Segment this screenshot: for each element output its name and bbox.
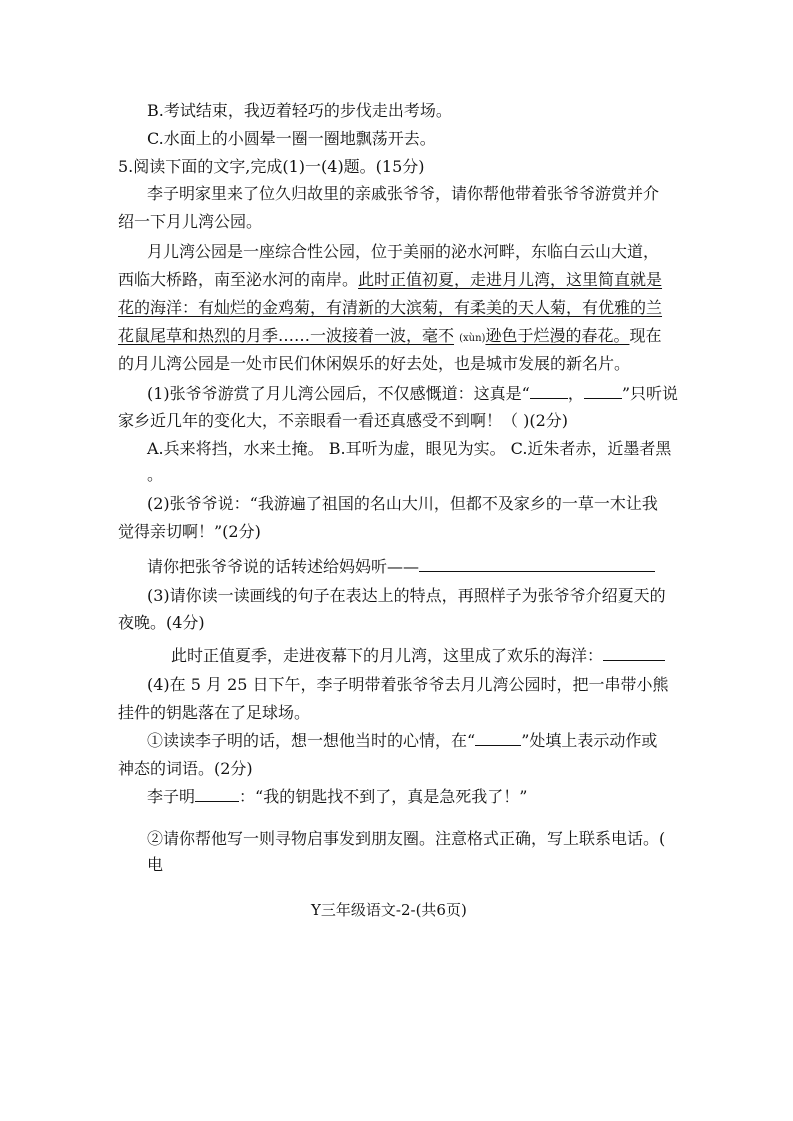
question-text: ”只听说: [621, 384, 679, 403]
underlined-sentence: 此时正值初夏，走进月儿湾，这里简直就是: [358, 270, 663, 289]
option-b: B.考试结束，我迈着轻巧的步伐走出考场。: [147, 101, 452, 120]
quote-text: ：“我的钥匙找不到了，真是急死我了！”: [239, 787, 528, 806]
answer-blank[interactable]: [584, 384, 622, 399]
question-text: ①读读李子明的话，想一想他当时的心情，在“: [147, 731, 476, 750]
question-1-line-1: [147, 384, 678, 404]
question-4-sub1-line-1: [147, 731, 657, 751]
passage-line-3: 花的海洋：有灿烂的金鸡菊，有清新的大滨菊，有柔美的天人菊，有优雅的兰: [118, 298, 663, 317]
underlined-sentence-tail: 逊色于烂漫的春花。: [485, 326, 630, 345]
passage-text: 西临大桥路，南至泌水河的南岸。: [118, 270, 359, 289]
passage-intro-line-2: 绍一下月儿湾公园。: [118, 212, 263, 231]
answer-blank[interactable]: [475, 731, 521, 746]
question-text: 此时正值夏季，走进夜幕下的月儿湾，这里成了欢乐的海洋：: [171, 646, 604, 665]
question-1-line-2: 家乡近几年的变化大，不亲眼看一看还真感受不到啊！（ )(2分): [118, 411, 568, 430]
question-4-sub1-answer: [147, 787, 527, 807]
question-3-line-1: (3)请你读一读画线的句子在表达上的特点，再照样子为张爷爷介绍夏天的: [147, 586, 666, 605]
question-text: ”处填上表示动作或: [521, 731, 658, 750]
answer-blank[interactable]: [195, 787, 239, 802]
question-1-options-tail: 。: [147, 465, 164, 484]
passage-line-5: 的月儿湾公园是一处市民们休闲娱乐的好去处，也是城市发展的新名片。: [118, 354, 631, 373]
question-3-answer-line: [171, 646, 665, 666]
question-text: (1)张爷爷游赏了月儿湾公园后，不仅感慨道：这真是“: [147, 384, 530, 403]
passage-line-1: 月儿湾公园是一座综合性公园，位于美丽的泌水河畔，东临白云山大道，: [147, 242, 660, 261]
answer-blank[interactable]: [603, 646, 665, 661]
question-5-heading: 5.阅读下面的文字,完成(1)一(4)题。(15分): [118, 157, 425, 176]
question-4-sub2-line-2: 电: [147, 855, 164, 874]
option-c: C.水面上的小圆晕一圈一圈地飘荡开去。: [147, 129, 436, 148]
speaker-label: 李子明: [147, 787, 196, 806]
question-2-answer-line: [147, 557, 655, 577]
question-2-line-2: 觉得亲切啊！”(2分): [118, 522, 261, 541]
question-2-line-1: (2)张爷爷说：“我游遍了祖国的名山大川，但都不及家乡的一草一木让我: [147, 494, 658, 513]
passage-line-4: [118, 326, 661, 349]
passage-line-2: [118, 270, 662, 290]
question-text: 请你把张爷爷说的话转述给妈妈听——: [147, 557, 420, 576]
passage-intro-line-1: 李子明家里来了位久归故里的亲戚张爷爷，请你帮他带着张爷爷游赏并介: [147, 184, 660, 203]
pinyin-annotation: (xùn): [459, 333, 486, 344]
answer-blank[interactable]: [419, 557, 655, 572]
passage-text: 现在: [629, 326, 662, 345]
underlined-sentence-end: 花鼠尾草和热烈的月季……一波接着一波，毫不: [118, 326, 455, 345]
question-1-options: A.兵来将挡，水来土掩。 B.耳听为虚，眼见为实。 C.近朱者赤，近墨者黑: [147, 439, 672, 458]
question-4-line-1: (4)在 5 月 25 日下午，李子明带着张爷爷去月儿湾公园时，把一串带小熊: [147, 675, 669, 694]
question-3-line-2: 夜晚。(4分): [118, 613, 205, 632]
question-4-line-2: 挂件的钥匙落在了足球场。: [118, 703, 311, 722]
question-4-sub1-line-2: 神态的词语。(2分): [118, 759, 253, 778]
page-footer: Y三年级语文-2-(共6页): [311, 901, 467, 919]
question-4-sub2-line-1: ②请你帮他写一则寻物启事发到朋友圈。注意格式正确，写上联系电话。(: [147, 829, 666, 848]
answer-blank[interactable]: [530, 384, 568, 399]
question-text: ，: [567, 384, 584, 403]
